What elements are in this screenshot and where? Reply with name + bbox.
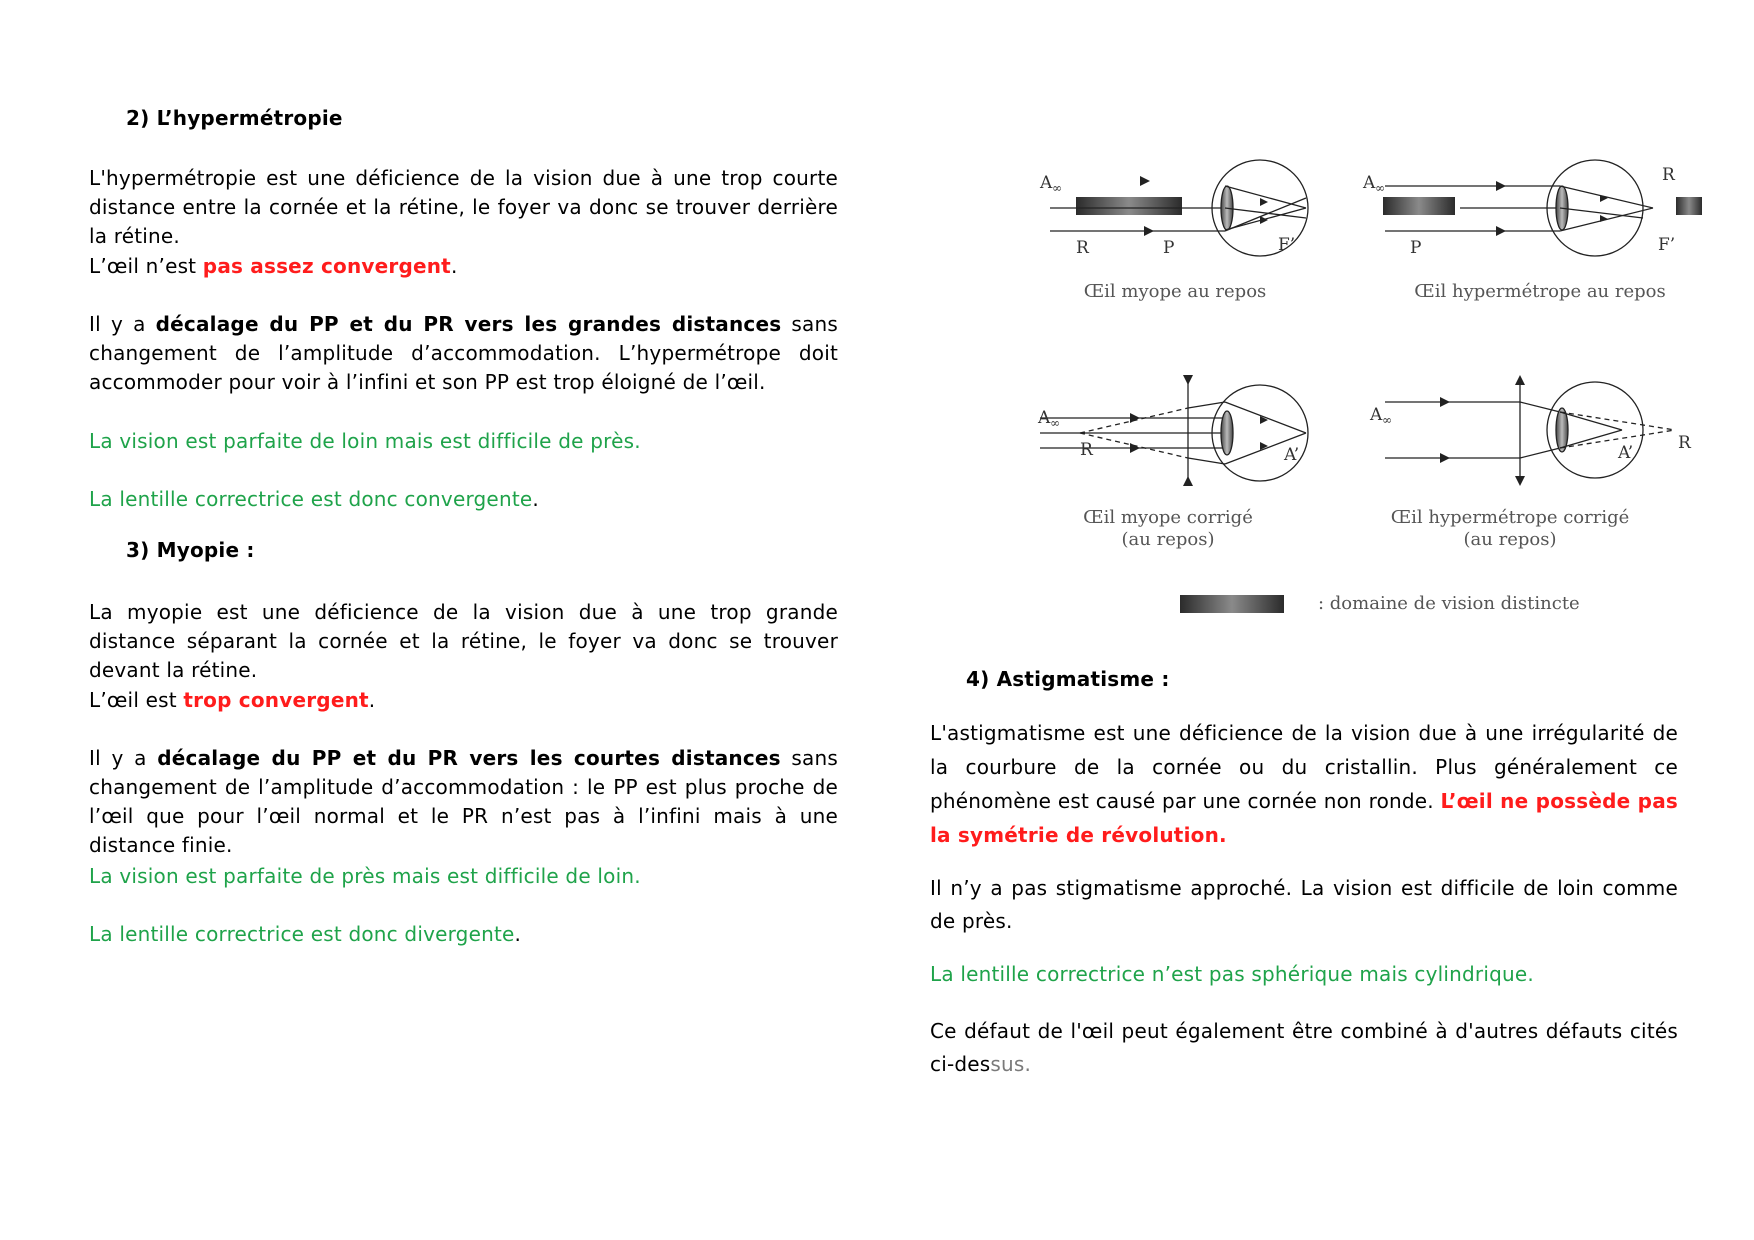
astigmatisme-stigmatisme: Il n’y a pas stigmatisme approché. La vision est difficile de loin comme de près.: [930, 876, 1678, 933]
text: Ce défaut de l'œil peut également être combiné à d'autres défauts cités ci-des: [930, 1019, 1678, 1076]
text: sans changement de l’amplitude d’accommodation : le PP est plus proche de l’œil que pour l’œil normal et le PR n’est pas à l’infini mais à une distance finie.: [89, 746, 838, 857]
vision-domain-bar: [1076, 197, 1182, 215]
label-F: F’: [1278, 235, 1296, 255]
myopie-heading: 3) Myopie :: [126, 538, 255, 562]
emphasis-bold: décalage du PP et du PR vers les grandes distances: [155, 312, 782, 336]
emphasis-bold: décalage du PP et du PR vers les courtes distances: [157, 746, 781, 770]
text: Il y a: [89, 312, 156, 336]
hypermetropie-vision: La vision est parfaite de loin mais est difficile de près.: [89, 429, 641, 453]
label-Aprime: A’: [1618, 443, 1634, 463]
label-infinity: ∞: [1375, 181, 1385, 195]
myopie-definition: La myopie est une déficience de la vision due à une trop grande distance séparant la cornée et la rétine, le foyer va donc se trouver devant la rétine.: [89, 600, 838, 682]
myopie-lentille: [89, 920, 521, 949]
emphasis-red: pas assez convergent: [202, 254, 451, 278]
myopie-vision: La vision est parfaite de près mais est difficile de loin.: [89, 864, 641, 888]
panel-hypermetrope-corrige: [1385, 375, 1675, 486]
label-F: F’: [1658, 235, 1676, 255]
text: .: [514, 922, 522, 946]
caption-myope-repos: Œil myope au repos: [1083, 281, 1267, 302]
panel-hypermetrope-repos: [1383, 160, 1702, 256]
legend-text: : domaine de vision distincte: [1318, 593, 1580, 614]
caption-myope-corrige-sub: (au repos): [1121, 529, 1215, 550]
astigmatisme-definition: [930, 716, 1678, 852]
label-Aprime: A’: [1284, 445, 1300, 465]
myopie-convergence: [89, 686, 838, 715]
text: sus.: [990, 1052, 1032, 1076]
emphasis-red: L’œil ne possède pas la symétrie de révolution.: [930, 789, 1678, 847]
text: L’œil est: [89, 688, 184, 712]
label-A: A: [1040, 173, 1053, 193]
label-A: A: [1038, 408, 1051, 428]
hypermetropie-definition: L'hypermétropie est une déficience de la vision due à une trop courte distance entre la cornée et la rétine, le foyer va donc se trouver derrière la rétine.: [89, 166, 838, 248]
label-A: A: [1363, 173, 1376, 193]
text: La lentille correctrice est donc divergente: [89, 922, 515, 946]
astigmatisme-lentille: La lentille correctrice n’est pas sphérique mais cylindrique.: [930, 962, 1534, 986]
text: L'astigmatisme est une déficience de la vision due à une irrégularité de la courbure de la cornée ou du cristallin. Plus généralement ce phénomène est causé par une cornée non ronde.: [930, 721, 1678, 813]
caption-myope-corrige: Œil myope corrigé: [1083, 507, 1253, 528]
label-P: P: [1163, 238, 1175, 258]
vision-domain-bar: [1383, 197, 1455, 215]
hypermetropie-heading: 2) L’hypermétropie: [126, 106, 343, 130]
text: .: [368, 688, 376, 712]
legend-swatch: [1180, 595, 1284, 613]
hypermetropie-convergence: [89, 252, 838, 281]
label-P: P: [1410, 238, 1422, 258]
hypermetropie-decalage: [89, 310, 838, 397]
panel-myope-corrige: [1040, 375, 1308, 486]
astigmatisme-heading: 4) Astigmatisme :: [966, 667, 1170, 691]
hypermetropie-lentille: [89, 485, 539, 514]
text: Il y a: [89, 746, 158, 770]
label-infinity: ∞: [1382, 413, 1392, 427]
vision-domain-bar: [1676, 197, 1702, 215]
text: .: [532, 487, 539, 511]
caption-hypermetrope-corrige-sub: (au repos): [1463, 529, 1557, 550]
emphasis-red: trop convergent: [183, 688, 369, 712]
label-A: A: [1370, 405, 1383, 425]
label-R: R: [1076, 238, 1089, 258]
label-R: R: [1080, 440, 1093, 460]
text: .: [450, 254, 458, 278]
caption-hypermetrope-repos: Œil hypermétrope au repos: [1414, 281, 1666, 302]
myopie-decalage: [89, 744, 838, 860]
caption-hypermetrope-corrige: Œil hypermétrope corrigé: [1390, 507, 1630, 528]
text: La lentille correctrice est donc convergente: [89, 487, 533, 511]
text: sans changement de l’amplitude d’accommodation. L’hypermétrope doit accommoder pour voir à l’infini et son PP est trop éloigné de l’œil.: [89, 312, 838, 394]
eye-defects-figure: [1020, 140, 1720, 630]
label-infinity: ∞: [1050, 416, 1060, 430]
astigmatisme-combinaison: [930, 1015, 1678, 1081]
label-R: R: [1662, 165, 1675, 185]
label-infinity: ∞: [1052, 181, 1062, 195]
label-R: R: [1678, 433, 1691, 453]
text: L’œil n’est: [89, 254, 203, 278]
